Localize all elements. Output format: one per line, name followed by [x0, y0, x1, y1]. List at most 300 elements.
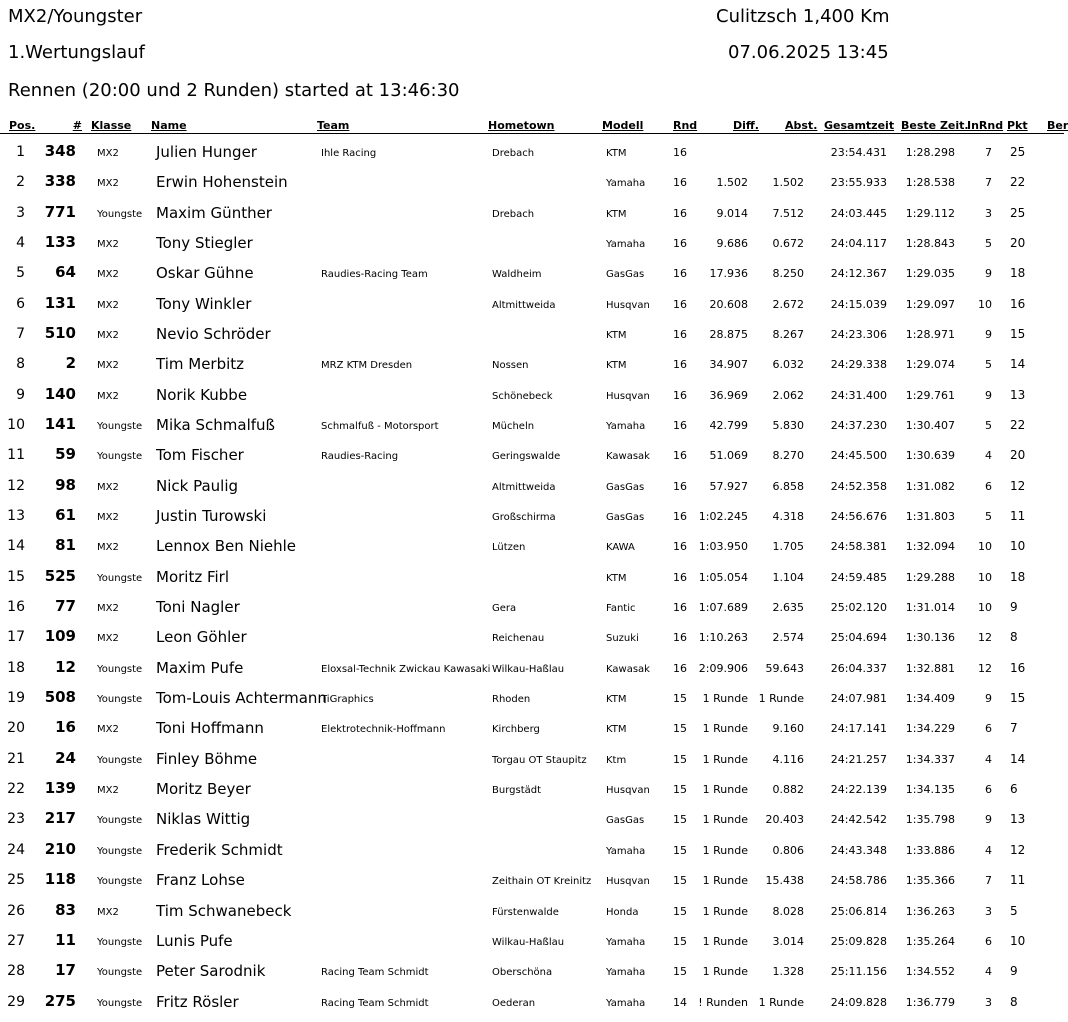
cell-hometown: Gera	[492, 603, 517, 615]
table-row	[0, 896, 1064, 926]
cell-points: 25	[1010, 205, 1026, 220]
table-row	[0, 683, 1064, 713]
cell-rider-name: Justin Turowski	[156, 507, 267, 526]
cell-laps: 16	[673, 419, 687, 433]
cell-laps: 16	[673, 479, 687, 493]
cell-gap-to-previous: 0.882	[772, 783, 804, 797]
table-row	[0, 622, 1064, 652]
cell-total-time: 24:45.500	[830, 449, 887, 463]
cell-best-lap: 1:35.264	[905, 934, 955, 948]
cell-best-lap-number: 4	[985, 843, 992, 857]
cell-total-time: 24:43.348	[830, 843, 887, 857]
cell-rider-name: Franz Lohse	[156, 871, 245, 890]
table-row	[0, 137, 1064, 167]
cell-total-time: 23:54.431	[830, 146, 887, 159]
cell-gap-to-leader: 57.927	[709, 479, 748, 493]
cell-class: MX2	[97, 633, 119, 645]
cell-rider-name: Nevio Schröder	[156, 325, 271, 344]
cell-class: MX2	[97, 178, 119, 190]
class-title: MX2/Youngster	[8, 6, 143, 27]
cell-class: Youngste	[97, 936, 143, 948]
table-row	[0, 774, 1064, 804]
cell-best-lap: 1:29.035	[905, 267, 955, 281]
cell-gap-to-leader: 1 Runde	[702, 722, 748, 736]
cell-team: Raudies-Racing	[321, 451, 399, 463]
cell-bike-model: Yamaha	[606, 936, 646, 948]
cell-start-number: 139	[44, 779, 76, 798]
cell-points: 11	[1010, 873, 1026, 888]
cell-laps: 15	[673, 722, 687, 736]
cell-hometown: Altmittweida	[492, 299, 556, 311]
cell-best-lap: 1:34.135	[905, 783, 955, 797]
cell-gap-to-leader: 1:07.689	[698, 601, 748, 615]
cell-points: 7	[1010, 721, 1018, 736]
cell-start-number: 12	[55, 657, 76, 676]
cell-best-lap-number: 12	[978, 631, 992, 645]
cell-gap-to-previous: 1.328	[772, 965, 804, 979]
cell-best-lap-number: 3	[985, 206, 992, 220]
cell-gap-to-leader: 1 Runde	[702, 874, 748, 888]
cell-points: 11	[1010, 509, 1026, 524]
cell-class: MX2	[97, 906, 119, 918]
cell-gap-to-leader: 28.875	[709, 328, 748, 342]
cell-laps: 16	[673, 449, 687, 463]
cell-class: Youngste	[97, 967, 143, 979]
cell-position: 12	[7, 477, 25, 494]
cell-gap-to-previous: 8.028	[772, 904, 804, 918]
cell-gap-to-leader: 51.069	[709, 449, 748, 463]
table-row	[0, 349, 1064, 379]
cell-class: MX2	[97, 360, 119, 372]
cell-total-time: 24:22.139	[830, 783, 887, 797]
cell-rider-name: Moritz Firl	[156, 567, 230, 586]
cell-laps: 16	[673, 267, 687, 281]
cell-bike-model: Husqvan	[606, 785, 650, 797]
table-row	[0, 713, 1064, 743]
cell-bike-model: KTM	[606, 724, 627, 736]
cell-class: Youngste	[97, 421, 143, 433]
cell-rider-name: Lunis Pufe	[156, 931, 233, 950]
cell-rider-name: Maxim Pufe	[156, 658, 244, 677]
cell-best-lap: 1:28.538	[905, 176, 955, 190]
cell-laps: 16	[673, 297, 687, 311]
cell-gap-to-previous: 8.250	[772, 267, 804, 281]
cell-best-lap-number: 4	[985, 449, 992, 463]
cell-start-number: 118	[44, 870, 76, 889]
cell-hometown: Kirchberg	[492, 724, 540, 736]
cell-bike-model: Husqvan	[606, 299, 650, 311]
cell-best-lap-number: 6	[985, 479, 992, 493]
cell-rider-name: Moritz Beyer	[156, 780, 251, 799]
cell-start-number: 81	[55, 536, 76, 555]
cell-hometown: Nossen	[492, 360, 529, 372]
cell-bike-model: Kawasak	[606, 451, 650, 463]
table-row	[0, 987, 1064, 1017]
cell-total-time: 25:02.120	[830, 601, 887, 615]
cell-hometown: Oberschöna	[492, 967, 553, 979]
cell-points: 10	[1010, 933, 1026, 948]
cell-start-number: 275	[44, 991, 76, 1010]
cell-team: Elektrotechnik-Hoffmann	[321, 724, 446, 736]
cell-total-time: 26:04.337	[830, 661, 887, 675]
cell-bike-model: Yamaha	[606, 239, 646, 251]
cell-position: 8	[16, 356, 25, 373]
cell-hometown: Schönebeck	[492, 390, 553, 402]
cell-total-time: 24:04.117	[830, 237, 887, 251]
cell-position: 10	[7, 417, 25, 434]
col-abst: Abst.	[785, 119, 818, 132]
table-row	[0, 228, 1064, 258]
cell-best-lap: 1:30.639	[905, 449, 955, 463]
cell-total-time: 24:12.367	[830, 267, 887, 281]
cell-gap-to-leader: 1 Runde	[702, 934, 748, 948]
cell-class: MX2	[97, 481, 119, 493]
cell-laps: 16	[673, 358, 687, 372]
cell-points: 14	[1010, 357, 1026, 372]
table-row	[0, 653, 1064, 683]
cell-gap-to-leader: 2:09.906	[698, 661, 748, 675]
cell-gap-to-previous: 6.858	[772, 479, 804, 493]
cell-class: MX2	[97, 299, 119, 311]
table-row	[0, 471, 1064, 501]
cell-best-lap-number: 3	[985, 904, 992, 918]
cell-best-lap: 1:29.761	[905, 388, 955, 402]
cell-points: 22	[1010, 175, 1026, 190]
cell-position: 3	[16, 204, 25, 221]
cell-position: 11	[7, 447, 25, 464]
cell-gap-to-previous: 1 Runde	[758, 995, 804, 1009]
table-row	[0, 258, 1064, 288]
cell-hometown: Geringswalde	[492, 451, 561, 463]
cell-total-time: 24:52.358	[830, 479, 887, 493]
cell-total-time: 24:09.828	[830, 995, 887, 1009]
cell-points: 6	[1010, 782, 1018, 797]
cell-gap-to-previous: 2.062	[772, 388, 804, 402]
cell-class: Youngste	[97, 754, 143, 766]
table-row	[0, 592, 1064, 622]
event-datetime: 07.06.2025 13:45	[728, 42, 889, 63]
table-row	[0, 440, 1064, 470]
cell-class: Youngste	[97, 845, 143, 857]
cell-start-number: 525	[44, 566, 76, 585]
cell-gap-to-previous: 4.318	[772, 510, 804, 524]
cell-gap-to-leader: 42.799	[709, 419, 748, 433]
cell-gap-to-previous: 20.403	[765, 813, 804, 827]
race-info: Rennen (20:00 und 2 Runden) started at 13:46:30	[8, 80, 460, 101]
table-row	[0, 956, 1064, 986]
cell-best-lap-number: 7	[985, 176, 992, 190]
cell-gap-to-leader: 1 Runde	[702, 965, 748, 979]
cell-total-time: 24:37.230	[830, 419, 887, 433]
table-row	[0, 562, 1064, 592]
cell-laps: 16	[673, 570, 687, 584]
cell-gap-to-leader: 1 Runde	[702, 752, 748, 766]
cell-points: 15	[1010, 327, 1026, 342]
cell-total-time: 24:58.786	[830, 874, 887, 888]
cell-gap-to-previous: 7.512	[772, 206, 804, 220]
cell-bike-model: GasGas	[606, 481, 645, 493]
cell-team: Racing Team Schmidt	[321, 967, 429, 979]
cell-position: 22	[7, 781, 25, 798]
col-diff: Diff.	[733, 119, 759, 132]
cell-points: 14	[1010, 751, 1026, 766]
cell-points: 13	[1010, 812, 1026, 827]
cell-laps: 16	[673, 176, 687, 190]
table-row	[0, 744, 1064, 774]
table-row	[0, 289, 1064, 319]
cell-rider-name: Julien Hunger	[156, 143, 257, 161]
table-row	[0, 410, 1064, 440]
cell-gap-to-previous: 6.032	[772, 358, 804, 372]
cell-team: Schmalfuß - Motorsport	[321, 421, 439, 433]
cell-gap-to-previous: 2.574	[772, 631, 804, 645]
cell-hometown: Großschirma	[492, 512, 556, 524]
cell-total-time: 24:17.141	[830, 722, 887, 736]
cell-points: 9	[1010, 600, 1018, 615]
cell-gap-to-leader: 1 Runde	[702, 904, 748, 918]
cell-start-number: 771	[44, 202, 76, 221]
cell-laps: 14	[673, 995, 687, 1009]
cell-best-lap-number: 4	[985, 965, 992, 979]
cell-hometown: Burgstädt	[492, 785, 542, 797]
cell-team: Eloxsal-Technik Zwickau Kawasaki	[321, 663, 491, 675]
cell-hometown: Zeithain OT Kreinitz	[492, 876, 592, 888]
cell-start-number: 348	[44, 142, 76, 160]
cell-bike-model: Yamaha	[606, 845, 646, 857]
cell-gap-to-previous: 4.116	[772, 752, 804, 766]
cell-best-lap: 1:35.798	[905, 813, 955, 827]
cell-points: 13	[1010, 387, 1026, 402]
cell-class: MX2	[97, 148, 119, 159]
cell-best-lap-number: 5	[985, 510, 992, 524]
cell-start-number: 11	[55, 930, 76, 949]
cell-start-number: 508	[44, 688, 76, 707]
cell-position: 27	[7, 932, 25, 949]
cell-gap-to-previous: 0.806	[772, 843, 804, 857]
cell-rider-name: Nick Paulig	[156, 476, 239, 495]
cell-class: MX2	[97, 390, 119, 402]
cell-points: 8	[1010, 994, 1018, 1009]
cell-points: 10	[1010, 539, 1026, 554]
cell-best-lap: 1:28.298	[905, 146, 955, 159]
col-num: #	[72, 119, 82, 132]
cell-position: 18	[7, 659, 25, 676]
cell-class: MX2	[97, 269, 119, 281]
cell-best-lap-number: 6	[985, 783, 992, 797]
cell-start-number: 17	[55, 961, 76, 980]
cell-laps: 16	[673, 540, 687, 554]
cell-bike-model: KTM	[606, 330, 627, 342]
cell-gap-to-previous: 0.672	[772, 237, 804, 251]
cell-rider-name: Norik Kubbe	[156, 385, 248, 404]
table-row	[0, 804, 1064, 834]
cell-points: 16	[1010, 296, 1026, 311]
cell-position: 16	[7, 599, 25, 616]
cell-best-lap: 1:31.014	[905, 601, 955, 615]
cell-rider-name: Peter Sarodnik	[156, 962, 266, 981]
cell-best-lap: 1:34.229	[905, 722, 955, 736]
cell-position: 26	[7, 902, 25, 919]
cell-position: 4	[16, 235, 25, 252]
cell-best-lap-number: 3	[985, 995, 992, 1009]
cell-class: MX2	[97, 785, 119, 797]
cell-bike-model: KTM	[606, 694, 627, 706]
cell-position: 20	[7, 720, 25, 737]
cell-best-lap-number: 9	[985, 813, 992, 827]
cell-bike-model: Yamaha	[606, 421, 646, 433]
cell-gap-to-previous: 5.830	[772, 419, 804, 433]
cell-best-lap: 1:28.971	[905, 328, 955, 342]
col-hometown: Hometown	[488, 119, 555, 132]
cell-hometown: Torgau OT Staupitz	[492, 754, 587, 766]
cell-gap-to-previous: 2.635	[772, 601, 804, 615]
cell-position: 21	[7, 750, 25, 767]
cell-start-number: 109	[44, 627, 76, 646]
cell-hometown: Wilkau-Haßlau	[492, 936, 565, 948]
col-pos: Pos.	[9, 119, 36, 132]
cell-points: 16	[1010, 660, 1026, 675]
track-info: Culitzsch 1,400 Km	[716, 6, 890, 27]
cell-start-number: 83	[55, 900, 76, 919]
cell-best-lap: 1:35.366	[905, 874, 955, 888]
cell-best-lap: 1:36.263	[905, 904, 955, 918]
cell-start-number: 141	[44, 415, 76, 434]
cell-bike-model: Suzuki	[606, 633, 639, 645]
cell-rider-name: Tom Fischer	[156, 446, 244, 465]
cell-best-lap: 1:30.407	[905, 419, 955, 433]
cell-laps: 16	[673, 237, 687, 251]
col-modell: Modell	[602, 119, 644, 132]
cell-laps: 15	[673, 813, 687, 827]
cell-best-lap-number: 10	[978, 540, 992, 554]
cell-laps: 15	[673, 752, 687, 766]
cell-total-time: 24:07.981	[830, 692, 887, 706]
cell-rider-name: Lennox Ben Niehle	[156, 537, 297, 556]
table-row	[0, 319, 1064, 349]
cell-best-lap: 1:31.803	[905, 510, 955, 524]
cell-best-lap: 1:34.409	[905, 692, 955, 706]
col-team: Team	[317, 119, 350, 132]
cell-position: 5	[16, 265, 25, 282]
cell-position: 19	[7, 690, 25, 707]
cell-gap-to-previous: 2.672	[772, 297, 804, 311]
cell-total-time: 24:58.381	[830, 540, 887, 554]
table-row	[0, 380, 1064, 410]
table-row	[0, 865, 1064, 895]
cell-points: 18	[1010, 266, 1026, 281]
cell-position: 9	[16, 386, 25, 403]
cell-rider-name: Erwin Hohenstein	[156, 173, 288, 192]
cell-hometown: Lützen	[492, 542, 526, 554]
cell-bike-model: KTM	[606, 360, 627, 372]
cell-position: 23	[7, 811, 25, 828]
cell-points: 20	[1010, 448, 1026, 463]
cell-best-lap: 1:36.779	[905, 995, 955, 1009]
cell-best-lap-number: 10	[978, 297, 992, 311]
cell-class: MX2	[97, 724, 119, 736]
cell-position: 28	[7, 963, 25, 980]
cell-gap-to-leader: 17.936	[709, 267, 748, 281]
cell-gap-to-previous: 1.104	[772, 570, 804, 584]
cell-rider-name: Tim Schwanebeck	[156, 901, 292, 920]
cell-best-lap-number: 10	[978, 601, 992, 615]
cell-position: 29	[7, 993, 25, 1010]
cell-laps: 15	[673, 843, 687, 857]
cell-hometown: Fürstenwalde	[492, 906, 559, 918]
table-row	[0, 835, 1064, 865]
cell-rider-name: Leon Göhler	[156, 628, 247, 647]
cell-start-number: 24	[55, 748, 76, 767]
cell-gap-to-previous: 15.438	[765, 874, 804, 888]
cell-best-lap: 1:29.097	[905, 297, 955, 311]
cell-rider-name: Finley Böhme	[156, 749, 258, 768]
cell-gap-to-leader: ! Runden	[698, 995, 748, 1009]
cell-team: MRZ KTM Dresden	[321, 360, 413, 372]
cell-laps: 15	[673, 934, 687, 948]
cell-best-lap-number: 5	[985, 419, 992, 433]
cell-rider-name: Niklas Wittig	[156, 810, 251, 829]
cell-position: 25	[7, 872, 25, 889]
cell-gap-to-previous: 59.643	[765, 661, 804, 675]
cell-laps: 16	[673, 388, 687, 402]
cell-gap-to-leader: 1:05.054	[698, 570, 748, 584]
cell-laps: 15	[673, 904, 687, 918]
cell-best-lap: 1:29.112	[905, 206, 955, 220]
cell-best-lap-number: 5	[985, 358, 992, 372]
cell-laps: 16	[673, 661, 687, 675]
cell-gap-to-previous: 1.502	[772, 176, 804, 190]
cell-best-lap: 1:32.094	[905, 540, 955, 554]
cell-gap-to-leader: 1.502	[716, 176, 748, 190]
cell-class: Youngste	[97, 663, 143, 675]
cell-rider-name: Mika Schmalfuß	[156, 416, 275, 435]
cell-points: 12	[1010, 842, 1026, 857]
cell-best-lap-number: 12	[978, 661, 992, 675]
cell-total-time: 24:29.338	[830, 358, 887, 372]
cell-points: 8	[1010, 630, 1018, 645]
cell-total-time: 24:31.400	[830, 388, 887, 402]
cell-best-lap: 1:28.843	[905, 237, 955, 251]
cell-class: MX2	[97, 330, 119, 342]
cell-gap-to-leader: 9.686	[716, 237, 748, 251]
cell-rider-name: Tim Merbitz	[156, 355, 245, 374]
cell-best-lap: 1:34.552	[905, 965, 955, 979]
cell-gap-to-previous: 1.705	[772, 540, 804, 554]
cell-hometown: Mücheln	[492, 421, 535, 433]
cell-start-number: 61	[55, 506, 76, 525]
cell-start-number: 140	[44, 384, 76, 403]
event-title: 1.Wertungslauf	[8, 42, 145, 63]
cell-best-lap-number: 9	[985, 692, 992, 706]
cell-hometown: Drebach	[492, 208, 535, 220]
cell-laps: 16	[673, 328, 687, 342]
cell-rider-name: Tony Stiegler	[156, 234, 253, 253]
cell-bike-model: KTM	[606, 208, 627, 220]
cell-position: 2	[16, 174, 25, 191]
cell-rider-name: Frederik Schmidt	[156, 840, 283, 859]
cell-gap-to-leader: 36.969	[709, 388, 748, 402]
cell-bike-model: KTM	[606, 572, 627, 584]
cell-total-time: 24:23.306	[830, 328, 887, 342]
cell-total-time: 25:11.156	[830, 965, 887, 979]
cell-points: 12	[1010, 478, 1026, 493]
cell-rider-name: Oskar Gühne	[156, 264, 254, 283]
cell-total-time: 25:04.694	[830, 631, 887, 645]
cell-hometown: Drebach	[492, 148, 535, 159]
cell-best-lap-number: 9	[985, 388, 992, 402]
cell-laps: 16	[673, 510, 687, 524]
cell-bike-model: Ktm	[606, 754, 627, 766]
